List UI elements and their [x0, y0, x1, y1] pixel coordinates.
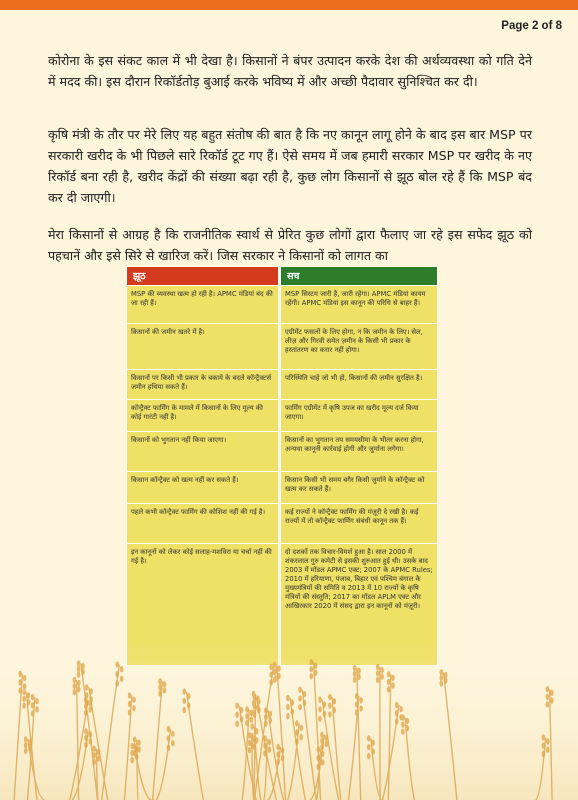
- wheat-grain: [263, 750, 267, 756]
- paragraph-3: मेरा किसानों से आग्रह है कि राजनीतिक स्वार्थ से प्रेरित कुछ लोगों द्वारा फैलाए जा रहे इस सफेद झूठ को पहचानें और इसे सिरे से खारिज करें। जिस सरकार ने किसानों को लागत का: [48, 227, 532, 263]
- wheat-grain: [277, 673, 281, 679]
- wheat-grain: [97, 755, 101, 761]
- wheat-grain: [130, 743, 134, 749]
- wheat-grain: [380, 674, 384, 680]
- wheat-grain: [376, 670, 380, 676]
- wheat-grain: [27, 699, 31, 705]
- wheat-grain: [183, 688, 187, 694]
- wheat-grain: [546, 686, 550, 692]
- wheat-grain: [291, 699, 295, 705]
- wheat-grain: [264, 714, 268, 720]
- wheat-grain: [85, 700, 89, 706]
- wheat-grain: [546, 747, 550, 753]
- wheat-grain: [264, 720, 268, 726]
- wheat-grain: [252, 700, 256, 706]
- wheat-grain: [81, 663, 85, 669]
- wheat-grain: [542, 742, 546, 748]
- wheat-grain: [84, 735, 88, 741]
- wheat-grain: [274, 675, 278, 681]
- truth-cell: परिस्थिति चाहे जो भी हो, किसानों की ज़मीन सुरक्षित है।: [281, 370, 438, 400]
- wheat-grain: [133, 736, 137, 742]
- wheat-grain: [84, 742, 88, 748]
- wheat-grain: [183, 707, 187, 713]
- wheat-grain: [158, 690, 162, 696]
- wheat-grain: [187, 702, 191, 708]
- wheat-grain: [276, 751, 280, 757]
- wheat-grain: [395, 718, 399, 724]
- wheat-grain: [387, 679, 391, 685]
- wheat-grain: [89, 688, 93, 694]
- wheat-grain: [28, 739, 32, 745]
- wheat-grain: [163, 681, 167, 687]
- wheat-grain: [328, 694, 332, 700]
- wheat-grain: [317, 746, 321, 752]
- wheat-grain: [97, 749, 101, 755]
- wheat-grain: [22, 702, 26, 708]
- wheat-grain: [23, 675, 27, 681]
- wheat-grain: [245, 720, 249, 726]
- myth-fact-table: [126, 266, 438, 666]
- wheat-grain: [115, 661, 119, 667]
- wheat-grain: [92, 752, 96, 758]
- wheat-grain: [317, 755, 321, 761]
- lie-column-header: झूठ: [127, 267, 279, 286]
- wheat-grain: [440, 675, 444, 681]
- wheat-grain: [130, 757, 134, 763]
- wheat-field-decoration: [0, 640, 578, 800]
- wheat-grain: [323, 711, 327, 717]
- truth-cell: किसान किसी भी समय बगैर किसी जुर्माने के कॉन्ट्रैक्ट को खत्म कर सकते हैं।: [281, 472, 438, 504]
- wheat-grain: [333, 698, 337, 704]
- wheat-grain: [132, 697, 136, 703]
- wheat-grain: [286, 713, 290, 719]
- wheat-grain: [269, 711, 273, 717]
- wheat-grain: [444, 672, 448, 678]
- wheat-grain: [255, 728, 259, 734]
- wheat-grain: [321, 759, 325, 765]
- wheat-grain: [355, 693, 359, 699]
- wheat-grain: [295, 729, 299, 735]
- wheat-grain: [328, 711, 332, 717]
- wheat-grain: [395, 710, 399, 716]
- wheat-grain: [310, 673, 314, 679]
- wheat-grain: [92, 746, 96, 752]
- wheat-grain: [115, 680, 119, 686]
- wheat-grain: [235, 702, 239, 708]
- truth-cell: दो दशकों तक विचार-विमर्श हुआ है। साल 2000 में शंकरलाल गुरु कमेटी से इसकी शुरुआत हुई थी। उसके बाद 2003 में मॉडल APMC एक्ट; 2007 के APMC Rules; 2010 में हरियाणा, पंजाब, बिहार एवं पश्चिम बंगाल के मुख्यमंत्रियों की समिति व 2013 में 10 राज्यों के कृषि मंत्रियों की संस्तुति; 2017 का मॉडल APLM एक्ट और आखिरकार 2020 में संसद द्वारा इन कानूनों को मंज़ूरी।: [281, 544, 438, 666]
- wheat-grain: [359, 697, 363, 703]
- wheat-grain: [128, 692, 132, 698]
- lie-cell: किसान कॉन्ट्रैक्ट को खत्म नहीं कर सकते हैं।: [127, 472, 279, 504]
- wheat-grain: [406, 725, 410, 731]
- wheat-grain: [276, 744, 280, 750]
- wheat-grain: [158, 684, 162, 690]
- wheat-grain: [320, 738, 324, 744]
- lie-cell: किसानों को भुगतान नहीं किया जाएगा।: [127, 432, 279, 472]
- wheat-grain: [256, 695, 260, 701]
- wheat-grain: [77, 666, 81, 672]
- wheat-grain: [167, 735, 171, 741]
- wheat-grain: [355, 701, 359, 707]
- table-row: [127, 324, 438, 370]
- table-row: [127, 504, 438, 544]
- wheat-grain: [380, 667, 384, 673]
- wheat-grain: [318, 716, 322, 722]
- wheat-grain: [399, 706, 403, 712]
- wheat-grain: [401, 721, 405, 727]
- truth-cell: कई राज्यों ने कॉन्ट्रैक्ट फार्मिंग की मंज़ूरी दे रखी है। कई राज्यों में तो कॉन्ट्रैक्ट फार्मिंग संबंधी कानून तक हैं।: [281, 504, 438, 544]
- wheat-grain: [353, 671, 357, 677]
- wheat-grain: [546, 701, 550, 707]
- wheat-grain: [137, 740, 141, 746]
- wheat-grain: [77, 672, 81, 678]
- wheat-grain: [268, 747, 272, 753]
- wheat-grain: [542, 734, 546, 740]
- paragraph-2: कृषि मंत्री के तौर पर मेरे लिए यह बहुत संतोष की बात है कि नए कानून लागू होने के बाद इस बार MSP पर सरकारी खरीद के भी पिछले सारे रिकॉर्ड टूट गए हैं। ऐसे समय में जब हमारी सरकार MSP पर खरीद के नए रिकॉर्ड बना रही है, खरीद केंद्रों की संख्या बढ़ा रही है, कुछ लोग किसानों से झूठ बोल रहे हैं कि MSP बंद कर दी जाएगी।: [48, 127, 532, 205]
- wheat-grain: [314, 670, 318, 676]
- wheat-grain: [550, 690, 554, 696]
- paragraph-1: कोरोना के इस संकट काल में भी देखा है। किसानों ने बंपर उत्पादन करके देश की अर्थव्यवस्था को गति देने में मदद की। इस दौरान रिकॉर्डतोड़ बुआई करके भविष्य में और अच्छी पैदावार सुनिश्चित कर दी।: [48, 53, 532, 89]
- wheat-grain: [240, 707, 244, 713]
- wheat-grain: [303, 691, 307, 697]
- wheat-grain: [371, 740, 375, 746]
- wheat-grain: [130, 750, 134, 756]
- wheat-grain: [298, 704, 302, 710]
- wheat-grain: [235, 712, 239, 718]
- wheat-grain: [325, 735, 329, 741]
- wheat-grain: [318, 706, 322, 712]
- wheat-grain: [252, 691, 256, 697]
- wheat-grain: [171, 740, 175, 746]
- wheat-grain: [235, 721, 239, 727]
- wheat-grain: [320, 732, 324, 738]
- wheat-grain: [250, 733, 254, 739]
- wheat-grain: [73, 677, 77, 683]
- table-row: [127, 286, 438, 324]
- wheat-grain: [325, 741, 329, 747]
- wheat-grain: [550, 697, 554, 703]
- wheat-grain: [286, 695, 290, 701]
- wheat-grain: [22, 689, 26, 695]
- wheat-grain: [31, 710, 35, 716]
- table-row: [127, 432, 438, 472]
- wheat-grain: [250, 716, 254, 722]
- wheat-grain: [250, 723, 254, 729]
- wheat-grain: [31, 694, 35, 700]
- wheat-grain: [291, 709, 295, 715]
- wheat-grain: [353, 665, 357, 671]
- wheat-grain: [85, 684, 89, 690]
- wheat-grain: [367, 753, 371, 759]
- wheat-grain: [359, 705, 363, 711]
- table-row: [127, 472, 438, 504]
- wheat-grain: [24, 748, 28, 754]
- truth-cell: फार्मिंग एग्रीमेंट में कृषि उपज का खरीद मूल्य दर्ज किया जाएगा।: [281, 400, 438, 432]
- wheat-grain: [18, 679, 22, 685]
- wheat-grain: [318, 697, 322, 703]
- wheat-grain: [128, 701, 132, 707]
- wheat-grain: [274, 668, 278, 674]
- wheat-grain: [77, 660, 81, 666]
- wheat-grain: [276, 758, 280, 764]
- wheat-grain: [328, 703, 332, 709]
- wheat-grain: [77, 680, 81, 686]
- wheat-grain: [353, 677, 357, 683]
- lie-cell: पहले कभी कॉन्ट्रैक्ट फार्मिंग की कोशिश नहीं की गई है।: [127, 504, 279, 544]
- wheat-grain: [85, 692, 89, 698]
- wheat-grain: [31, 702, 35, 708]
- wheat-grain: [252, 709, 256, 715]
- wheat-grain: [444, 678, 448, 684]
- wheat-grain: [77, 686, 81, 692]
- wheat-grain: [269, 679, 273, 685]
- wheat-grain: [120, 666, 124, 672]
- wheat-grain: [277, 665, 281, 671]
- wheat-grain: [35, 706, 39, 712]
- wheat-grain: [250, 742, 254, 748]
- table-row: [127, 370, 438, 400]
- wheat-grain: [245, 713, 249, 719]
- wheat-grain: [92, 759, 96, 765]
- wheat-grain: [128, 709, 132, 715]
- wheat-grain: [73, 689, 77, 695]
- wheat-grain: [23, 683, 27, 689]
- lie-cell: इन कानूनों को लेकर कोई सलाह-मशविरा या चर्चा नहीं की गई है।: [127, 544, 279, 666]
- wheat-grain: [28, 745, 32, 751]
- wheat-grain: [440, 669, 444, 675]
- wheat-grain: [163, 687, 167, 693]
- wheat-grain: [310, 666, 314, 672]
- wheat-grain: [298, 695, 302, 701]
- wheat-grain: [269, 664, 273, 670]
- wheat-grain: [546, 694, 550, 700]
- wheat-grain: [295, 739, 299, 745]
- table-header-row: [127, 267, 438, 286]
- wheat-grain: [298, 687, 302, 693]
- lie-cell: कॉन्ट्रैक्ट फार्मिंग के मामले में किसानों के लिए मूल्य की कोई गारंटी नहीं है।: [127, 400, 279, 432]
- wheat-grain: [391, 682, 395, 688]
- wheat-grain: [81, 669, 85, 675]
- wheat-grain: [333, 707, 337, 713]
- wheat-grain: [542, 751, 546, 757]
- wheat-grain: [158, 678, 162, 684]
- wheat-grain: [401, 728, 405, 734]
- wheat-grain: [310, 659, 314, 665]
- wheat-grain: [89, 738, 93, 744]
- wheat-grain: [256, 705, 260, 711]
- wheat-grain: [300, 734, 304, 740]
- wheat-grain: [440, 680, 444, 686]
- wheat-grain: [27, 692, 31, 698]
- wheat-grain: [167, 745, 171, 751]
- wheat-grain: [89, 696, 93, 702]
- wheat-grain: [367, 744, 371, 750]
- wheat-grain: [132, 705, 136, 711]
- wheat-grain: [18, 671, 22, 677]
- wheat-grain: [303, 700, 307, 706]
- wheat-grain: [357, 674, 361, 680]
- wheat-grain: [399, 714, 403, 720]
- wheat-grain: [135, 753, 139, 759]
- truth-column-header: सच: [281, 267, 438, 286]
- wheat-grain: [24, 742, 28, 748]
- wheat-grain: [300, 725, 304, 731]
- wheat-grain: [546, 738, 550, 744]
- wheat-grain: [269, 717, 273, 723]
- wheat-grain: [35, 698, 39, 704]
- wheat-grain: [248, 747, 252, 753]
- wheat-grain: [255, 737, 259, 743]
- table-row: [127, 400, 438, 432]
- wheat-grain: [240, 716, 244, 722]
- wheat-grain: [22, 696, 26, 702]
- wheat-grain: [73, 683, 77, 689]
- lie-cell: किसानों पर किसी भी प्रकार के बकाये के बदले कॉन्ट्रैक्टर्स जमीन हथिया सकते हैं।: [127, 370, 279, 400]
- lie-cell: MSP की व्यवस्था खत्म हो रही है। APMC मंडियां बंद की जा रही हैं।: [127, 286, 279, 324]
- wheat-grain: [84, 728, 88, 734]
- truth-cell: एग्रीमेंट फसलों के लिए होगा, न कि जमीन के लिए। सेल, लीज़ और गिरवी समेत ज़मीन के किसी भी प्रकार के हस्तांतरण का करार नहीं होगा।: [281, 324, 438, 370]
- wheat-grain: [263, 743, 267, 749]
- page-number: Page 2 of 8: [501, 20, 562, 32]
- truth-cell: MSP सिस्टम जारी है, जारी रहेगा। APMC मंडियां कायम रहेंगी। APMC मंडियां इस कानून की परिधि से बाहर हैं।: [281, 286, 438, 324]
- wheat-grain: [387, 686, 391, 692]
- wheat-grain: [320, 744, 324, 750]
- wheat-grain: [376, 677, 380, 683]
- wheat-grain: [357, 668, 361, 674]
- wheat-grain: [273, 662, 277, 668]
- wheat-grain: [355, 709, 359, 715]
- wheat-grain: [391, 675, 395, 681]
- wheat-grain: [314, 663, 318, 669]
- wheat-grain: [263, 735, 267, 741]
- wheat-grain: [135, 746, 139, 752]
- wheat-grain: [371, 748, 375, 754]
- wheat-grain: [245, 706, 249, 712]
- wheat-grain: [120, 676, 124, 682]
- wheat-grain: [281, 755, 285, 761]
- wheat-grain: [88, 706, 92, 712]
- wheat-grain: [321, 750, 325, 756]
- wheat-grain: [281, 748, 285, 754]
- wheat-grain: [406, 718, 410, 724]
- wheat-grain: [183, 698, 187, 704]
- wheat-grain: [89, 732, 93, 738]
- wheat-grain: [167, 726, 171, 732]
- wheat-grain: [395, 702, 399, 708]
- truth-cell: किसानों का भुगतान तय समयसीमा के भीतर करना होगा, अन्यथा कानूनी कार्रवाई होगी और जुर्माना लगेगा।: [281, 432, 438, 472]
- wheat-grain: [387, 671, 391, 677]
- wheat-grain: [376, 664, 380, 670]
- wheat-grain: [18, 688, 22, 694]
- lie-cell: किसानों की जमीन खतरे में है।: [127, 324, 279, 370]
- wheat-grain: [268, 739, 272, 745]
- wheat-grain: [187, 693, 191, 699]
- wheat-grain: [24, 736, 28, 742]
- wheat-grain: [171, 731, 175, 737]
- wheat-grain: [286, 704, 290, 710]
- wheat-grain: [367, 735, 371, 741]
- wheat-grain: [269, 671, 273, 677]
- wheat-grain: [115, 671, 119, 677]
- wheat-grain: [84, 710, 88, 716]
- wheat-grain: [295, 720, 299, 726]
- wheat-grain: [317, 764, 321, 770]
- top-accent-bar: [0, 0, 578, 10]
- wheat-grain: [264, 707, 268, 713]
- wheat-grain: [323, 701, 327, 707]
